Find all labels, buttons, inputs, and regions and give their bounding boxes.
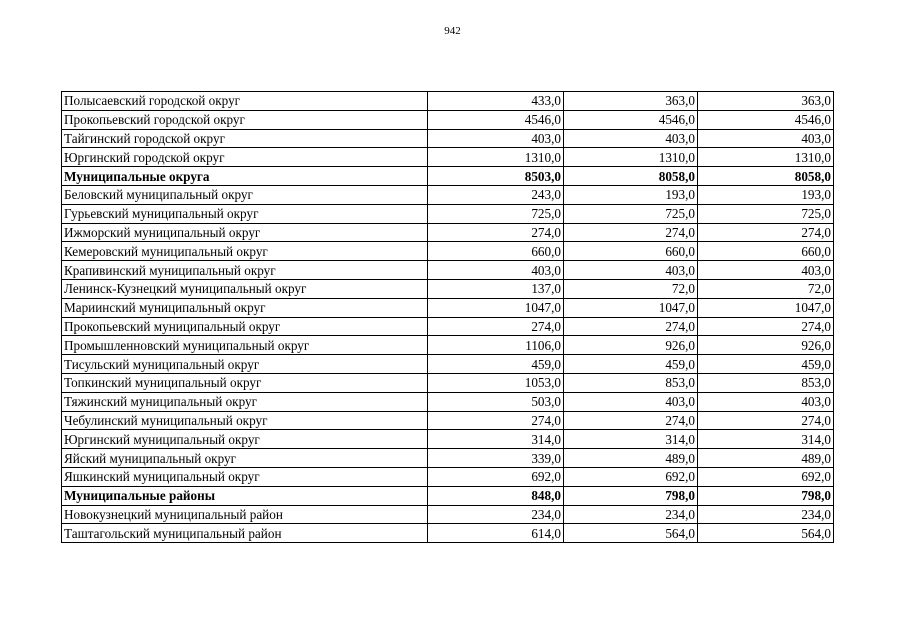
table-row: [62, 411, 834, 430]
row-value-2-cell: 1047,0: [564, 298, 698, 317]
row-value-3-cell: 489,0: [698, 449, 834, 468]
row-value-2-cell: 403,0: [564, 261, 698, 280]
row-value-1-cell: 1053,0: [428, 373, 564, 392]
row-name-cell: Полысаевский городской округ: [62, 92, 428, 111]
row-value-2-cell: 4546,0: [564, 110, 698, 129]
row-value-1-cell: 4546,0: [428, 110, 564, 129]
row-name-cell: Муниципальные районы: [62, 486, 428, 505]
row-value-2-cell: 234,0: [564, 505, 698, 524]
row-value-2-cell: 274,0: [564, 317, 698, 336]
row-value-3-cell: 1047,0: [698, 298, 834, 317]
row-name-cell: Ленинск-Кузнецкий муниципальный округ: [62, 279, 428, 298]
row-name-cell: Юргинский муниципальный округ: [62, 430, 428, 449]
row-value-1-cell: 433,0: [428, 92, 564, 111]
row-value-3-cell: 274,0: [698, 223, 834, 242]
row-value-1-cell: 137,0: [428, 279, 564, 298]
table-row: [62, 223, 834, 242]
row-value-1-cell: 274,0: [428, 411, 564, 430]
table-row: [62, 92, 834, 111]
row-value-1-cell: 725,0: [428, 204, 564, 223]
table-row-subtotal: [62, 167, 834, 186]
row-value-2-cell: 403,0: [564, 129, 698, 148]
row-name-cell: Муниципальные округа: [62, 167, 428, 186]
row-value-3-cell: 798,0: [698, 486, 834, 505]
row-value-3-cell: 660,0: [698, 242, 834, 261]
table-row: [62, 204, 834, 223]
row-value-3-cell: 72,0: [698, 279, 834, 298]
row-value-2-cell: 798,0: [564, 486, 698, 505]
row-value-2-cell: 725,0: [564, 204, 698, 223]
table-row: [62, 242, 834, 261]
table-row: [62, 467, 834, 486]
row-value-2-cell: 926,0: [564, 336, 698, 355]
table-row: [62, 449, 834, 468]
row-value-3-cell: 1310,0: [698, 148, 834, 167]
row-value-3-cell: 403,0: [698, 129, 834, 148]
row-name-cell: Таштагольский муниципальный район: [62, 524, 428, 543]
row-name-cell: Топкинский муниципальный округ: [62, 373, 428, 392]
row-name-cell: Тисульский муниципальный округ: [62, 355, 428, 374]
row-value-3-cell: 926,0: [698, 336, 834, 355]
row-name-cell: Мариинский муниципальный округ: [62, 298, 428, 317]
row-value-2-cell: 72,0: [564, 279, 698, 298]
table-row: [62, 185, 834, 204]
row-name-cell: Яйский муниципальный округ: [62, 449, 428, 468]
row-value-1-cell: 614,0: [428, 524, 564, 543]
row-name-cell: Тяжинский муниципальный округ: [62, 392, 428, 411]
allocation-table: [61, 91, 834, 543]
row-value-3-cell: 725,0: [698, 204, 834, 223]
row-value-1-cell: 1106,0: [428, 336, 564, 355]
row-value-1-cell: 339,0: [428, 449, 564, 468]
table-row: [62, 336, 834, 355]
table-row: [62, 317, 834, 336]
page-number: 942: [444, 25, 461, 37]
row-value-1-cell: 403,0: [428, 261, 564, 280]
row-value-2-cell: 660,0: [564, 242, 698, 261]
row-name-cell: Новокузнецкий муниципальный район: [62, 505, 428, 524]
row-value-1-cell: 274,0: [428, 317, 564, 336]
row-value-1-cell: 1047,0: [428, 298, 564, 317]
table-row: [62, 148, 834, 167]
row-value-3-cell: 314,0: [698, 430, 834, 449]
row-name-cell: Прокопьевский городской округ: [62, 110, 428, 129]
row-name-cell: Прокопьевский муниципальный округ: [62, 317, 428, 336]
row-value-1-cell: 1310,0: [428, 148, 564, 167]
row-value-1-cell: 234,0: [428, 505, 564, 524]
table-body: [62, 92, 834, 543]
table-row: [62, 129, 834, 148]
row-value-1-cell: 503,0: [428, 392, 564, 411]
row-value-2-cell: 8058,0: [564, 167, 698, 186]
table-row: [62, 505, 834, 524]
row-value-3-cell: 4546,0: [698, 110, 834, 129]
row-value-2-cell: 692,0: [564, 467, 698, 486]
row-value-2-cell: 314,0: [564, 430, 698, 449]
row-name-cell: Крапивинский муниципальный округ: [62, 261, 428, 280]
row-value-3-cell: 274,0: [698, 411, 834, 430]
row-value-3-cell: 234,0: [698, 505, 834, 524]
row-value-2-cell: 363,0: [564, 92, 698, 111]
row-value-2-cell: 403,0: [564, 392, 698, 411]
row-value-1-cell: 459,0: [428, 355, 564, 374]
row-value-3-cell: 403,0: [698, 392, 834, 411]
row-value-2-cell: 564,0: [564, 524, 698, 543]
row-value-3-cell: 274,0: [698, 317, 834, 336]
row-value-2-cell: 274,0: [564, 223, 698, 242]
row-name-cell: Кемеровский муниципальный округ: [62, 242, 428, 261]
row-value-3-cell: 8058,0: [698, 167, 834, 186]
row-name-cell: Чебулинский муниципальный округ: [62, 411, 428, 430]
row-name-cell: Беловский муниципальный округ: [62, 185, 428, 204]
row-value-1-cell: 243,0: [428, 185, 564, 204]
table-row: [62, 279, 834, 298]
table-row: [62, 430, 834, 449]
row-value-1-cell: 274,0: [428, 223, 564, 242]
row-name-cell: Юргинский городской округ: [62, 148, 428, 167]
row-value-2-cell: 193,0: [564, 185, 698, 204]
row-value-2-cell: 1310,0: [564, 148, 698, 167]
row-name-cell: Промышленновский муниципальный округ: [62, 336, 428, 355]
row-value-2-cell: 853,0: [564, 373, 698, 392]
table-row: [62, 524, 834, 543]
row-value-3-cell: 403,0: [698, 261, 834, 280]
table-row: [62, 392, 834, 411]
table-row-subtotal: [62, 486, 834, 505]
row-name-cell: Гурьевский муниципальный округ: [62, 204, 428, 223]
table-row: [62, 261, 834, 280]
row-value-1-cell: 660,0: [428, 242, 564, 261]
row-value-1-cell: 403,0: [428, 129, 564, 148]
row-value-3-cell: 193,0: [698, 185, 834, 204]
row-value-3-cell: 459,0: [698, 355, 834, 374]
row-value-3-cell: 363,0: [698, 92, 834, 111]
row-value-1-cell: 692,0: [428, 467, 564, 486]
row-value-1-cell: 314,0: [428, 430, 564, 449]
row-name-cell: Яшкинский муниципальный округ: [62, 467, 428, 486]
row-value-1-cell: 848,0: [428, 486, 564, 505]
row-value-3-cell: 853,0: [698, 373, 834, 392]
row-value-3-cell: 564,0: [698, 524, 834, 543]
row-value-2-cell: 459,0: [564, 355, 698, 374]
row-value-3-cell: 692,0: [698, 467, 834, 486]
row-value-2-cell: 489,0: [564, 449, 698, 468]
row-name-cell: Ижморский муниципальный округ: [62, 223, 428, 242]
table-row: [62, 373, 834, 392]
table-row: [62, 355, 834, 374]
table-row: [62, 298, 834, 317]
table-row: [62, 110, 834, 129]
row-value-2-cell: 274,0: [564, 411, 698, 430]
row-value-1-cell: 8503,0: [428, 167, 564, 186]
row-name-cell: Тайгинский городской округ: [62, 129, 428, 148]
